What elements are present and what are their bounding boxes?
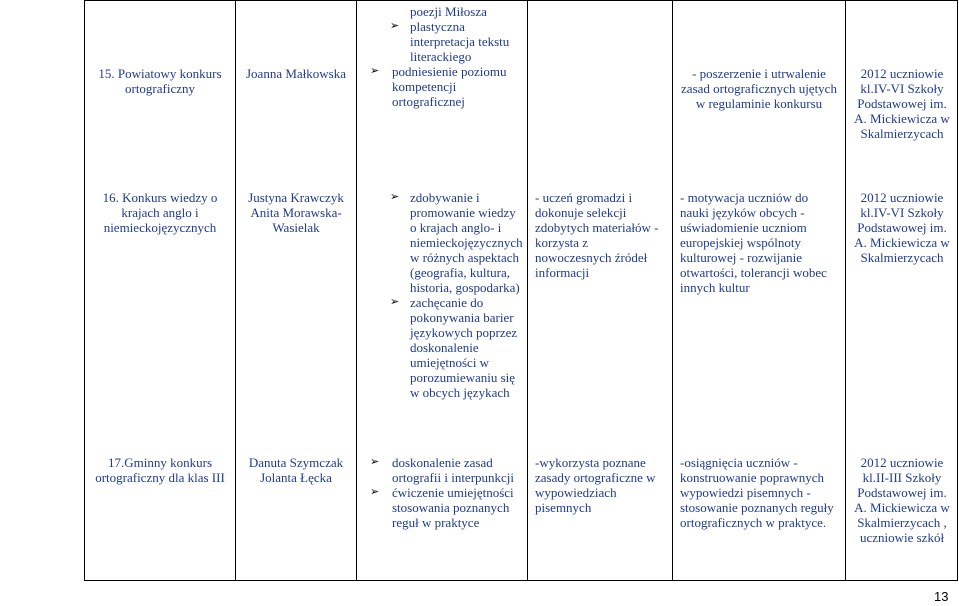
list-item [360, 190, 523, 295]
table-border-bottom [84, 580, 958, 581]
col-divider [235, 0, 236, 580]
row-15-title: 15. Powiatowy konkurs ortograficzny [98, 66, 222, 96]
list-item-text: zdobywanie i promowanie wiedzy o krajach anglo- i niemieckojęzycznych w różnych aspektach (geografia, kultura, historia, gospodarka) [410, 190, 523, 295]
list-item [360, 455, 522, 485]
list-item-text: doskonalenie zasad ortografii i interpunkcji [392, 455, 515, 485]
list-item-text: plastyczna interpretacja tekstu literackiego [410, 19, 510, 64]
table-row-17-col3 [360, 455, 524, 530]
col-divider [845, 0, 846, 580]
row-17-col4: -wykorzysta poznane zasady ortograficzne w wypowiedziach pisemnych [535, 455, 656, 515]
list-item [360, 295, 520, 400]
arrow-bullet-icon: ➢ [390, 20, 400, 32]
list-item [360, 485, 522, 530]
row-17-title: 17.Gminny konkurs ortograficzny dla klas III [95, 455, 225, 485]
row-15-author: Joanna Małkowska [245, 66, 346, 81]
list-item-text: podniesienie poziomu kompetencji ortograficznej [392, 64, 507, 109]
col-divider [527, 0, 528, 580]
list-item-text: zachęcanie do pokonywania barier językowych poprzez doskonalenie umiejętności w porozumiewaniu się w obcych językach [410, 295, 518, 400]
table-border-top [84, 0, 958, 1]
row-16-col5: - motywacja uczniów do nauki języków obcych - uświadomienie uczniom europejskiej wspólnoty kulturowej - rozwijanie otwartości, tolerancji wobec innych kultur [680, 190, 827, 295]
col-divider [84, 0, 85, 580]
list-item-text: poezji Miłosza [410, 4, 487, 19]
row-16-author: Justyna Krawczyk Anita Morawska-Wasielak [248, 190, 344, 235]
row-17-author: Danuta Szymczak Jolanta Łęcka [248, 455, 344, 485]
table-row-15-col3 [360, 4, 524, 109]
list-item [360, 64, 522, 109]
row-15-col5: - poszerzenie i utrwalenie zasad ortograficznych ujętych w regulaminie konkursu [681, 66, 837, 111]
row-17-col6: 2012 uczniowie kl.II-III Szkoły Podstawowej im. A. Mickiewicza w Skalmierzycach , uczniowie szkół [854, 455, 950, 545]
col-divider [957, 0, 958, 580]
list-item-text: ćwiczenie umiejętności stosowania poznanych reguł w praktyce [392, 485, 514, 530]
arrow-bullet-icon: ➢ [370, 486, 380, 498]
col-divider [672, 0, 673, 580]
row-17-col5: -osiągnięcia uczniów -konstruowanie poprawnych wypowiedzi pisemnych - stosowanie poznanych reguły ortograficznych w praktyce. [680, 455, 834, 530]
row-16-col4: - uczeń gromadzi i dokonuje selekcji zdobytych materiałów - korzysta z nowoczesnych źródeł informacji [535, 190, 659, 280]
arrow-bullet-icon: ➢ [370, 456, 380, 468]
page-number: 13 [934, 589, 949, 604]
table-row-16-col3 [360, 190, 524, 400]
arrow-bullet-icon: ➢ [390, 296, 400, 308]
row-16-title: 16. Konkurs wiedzy o krajach anglo i niemieckojęzycznych [102, 190, 218, 235]
row-15-col6: 2012 uczniowie kl.IV-VI Szkoły Podstawowej im. A. Mickiewicza w Skalmierzycach [854, 66, 950, 141]
arrow-bullet-icon: ➢ [370, 65, 380, 77]
list-item [360, 19, 520, 64]
col-divider [356, 0, 357, 580]
arrow-bullet-icon: ➢ [390, 191, 400, 203]
row-16-col6: 2012 uczniowie kl.IV-VI Szkoły Podstawowej im. A. Mickiewicza w Skalmierzycach [854, 190, 950, 265]
list-item-continuation [360, 4, 520, 19]
